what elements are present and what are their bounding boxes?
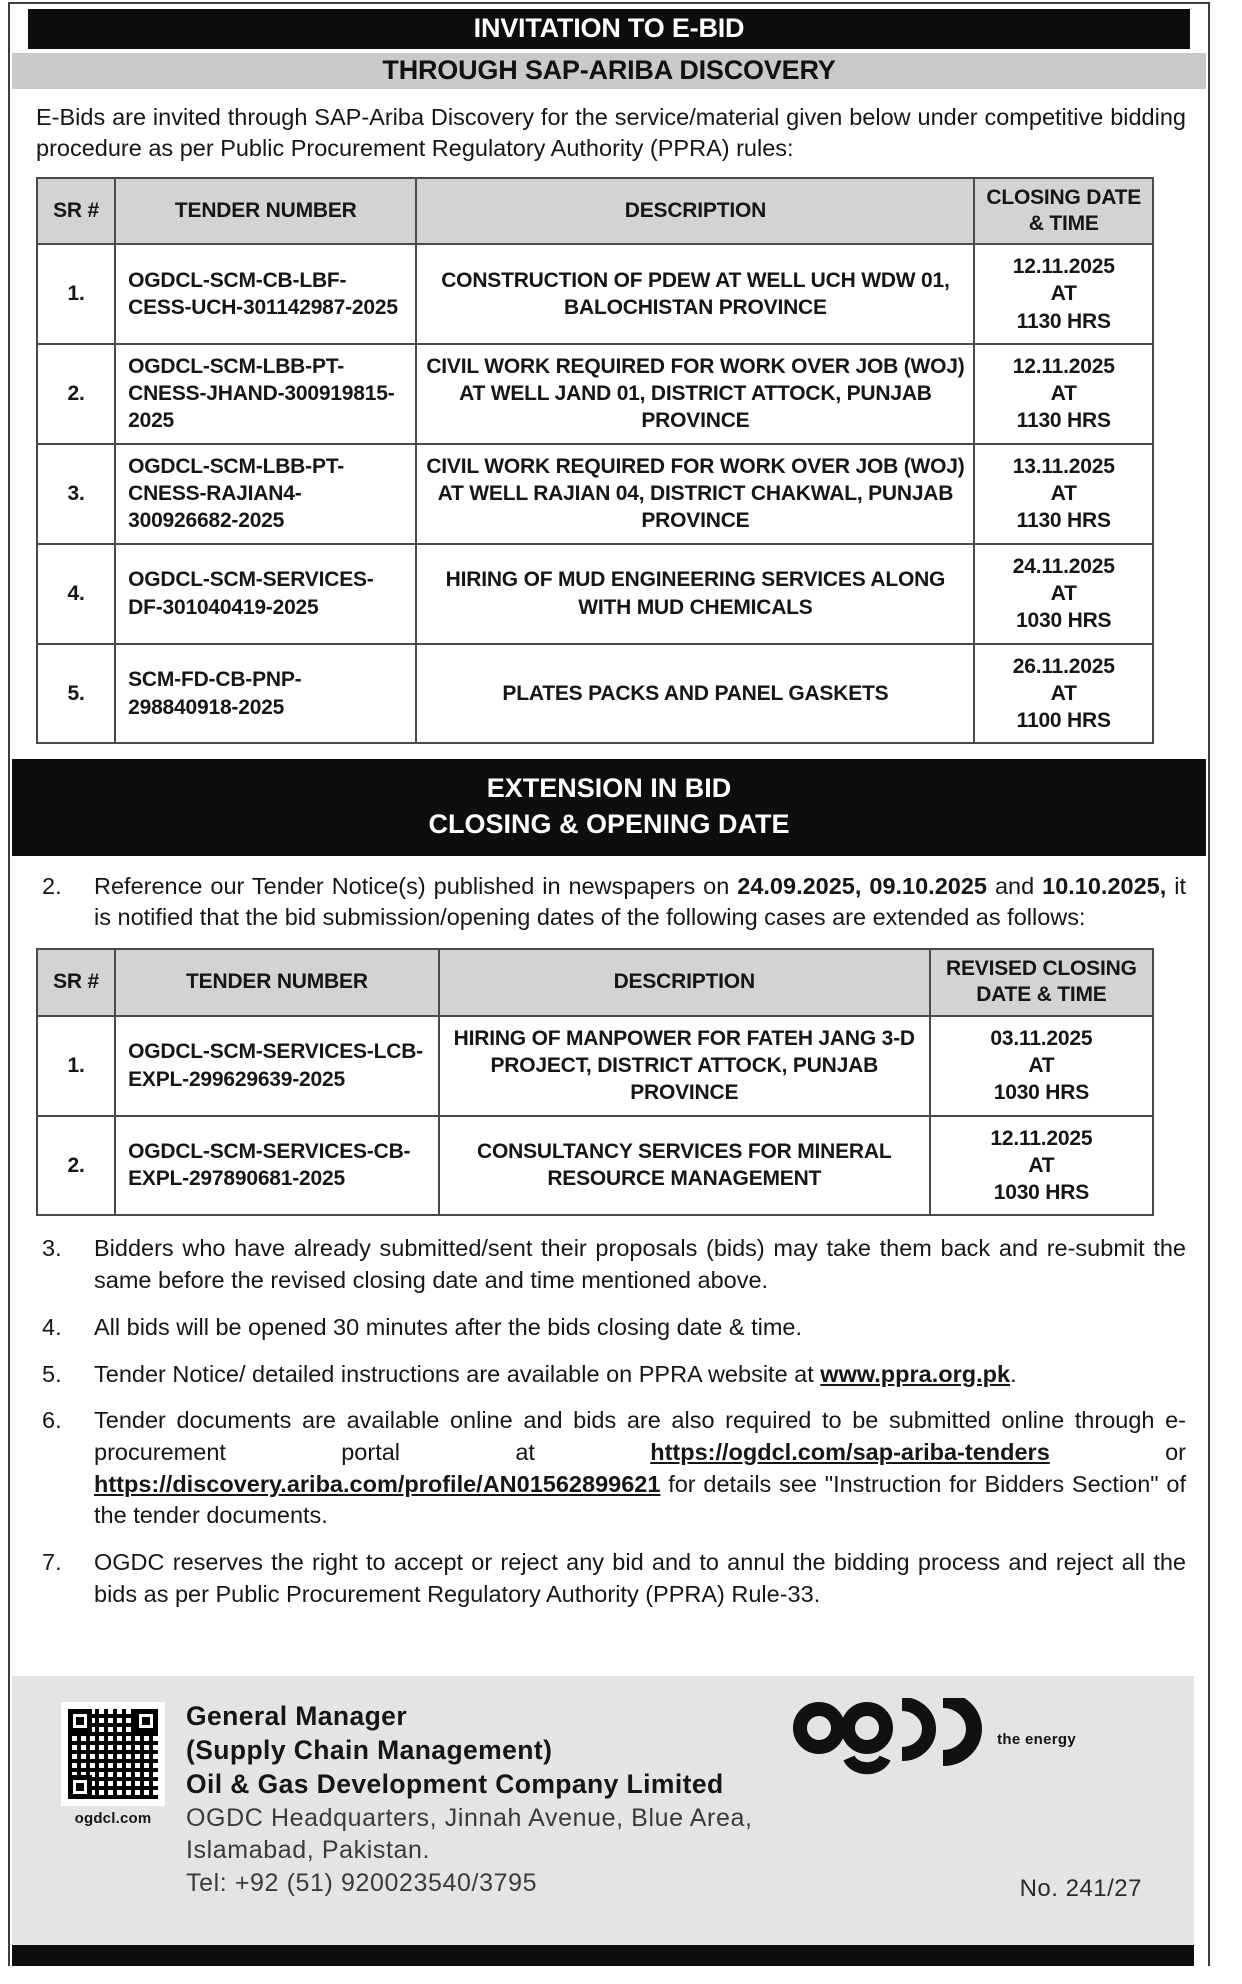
note-6 — [42, 1405, 1186, 1532]
closing-date: 13.11.2025 — [1012, 454, 1115, 478]
note-text: Tender Notice/ detailed instructions are available on PPRA website at — [94, 1360, 821, 1387]
closing-time: 1030 HRS — [1016, 609, 1112, 633]
note-text: it is notified that the bid submission/opening dates of the following cases are extended as follows: — [94, 872, 1186, 931]
description-cell: PLATES PACKS AND PANEL GASKETS — [416, 644, 974, 744]
intro-paragraph: E-Bids are invited through SAP-Ariba Discovery for the service/material given below under competitive bidding procedure as per Public Procurement Regulatory Authority (PPRA) rules: — [36, 104, 1186, 162]
closing-date: 12.11.2025 — [1012, 354, 1115, 378]
closing-date-cell — [974, 644, 1153, 744]
sr-cell: 2. — [37, 344, 115, 444]
description-cell: CONSULTANCY SERVICES FOR MINERAL RESOURCE MANAGEMENT — [439, 1116, 930, 1216]
extension-header-line2: CLOSING & OPENING DATE — [428, 809, 790, 840]
closing-at: AT — [1028, 1153, 1055, 1177]
table-row — [37, 344, 1153, 444]
tender-number-cell: OGDCL-SCM-CB-LBF-CESS-UCH-301142987-2025 — [115, 244, 416, 344]
qr-finder-icon — [68, 1775, 92, 1799]
footer-panel — [12, 1676, 1194, 1945]
signatory-department: (Supply Chain Management) — [186, 1734, 553, 1765]
publish-date: 10.10.2025, — [1042, 872, 1167, 899]
closing-date-cell — [974, 344, 1153, 444]
description-cell: CONSTRUCTION OF PDEW AT WELL UCH WDW 01, BALOCHISTAN PROVINCE — [416, 244, 974, 344]
tender-number-cell: OGDCL-SCM-LBB-PT-CNESS-JHAND-300919815-2025 — [115, 344, 416, 444]
description-cell: HIRING OF MANPOWER FOR FATEH JANG 3-D PROJECT, DISTRICT ATTOCK, PUNJAB PROVINCE — [439, 1016, 930, 1116]
phone-number: Tel: +92 (51) 920023540/3795 — [186, 1868, 538, 1897]
closing-time: 1030 HRS — [993, 1081, 1090, 1105]
table2-header-row — [37, 949, 1153, 1016]
extension-table — [36, 948, 1154, 1216]
closing-date-cell — [974, 244, 1153, 344]
extension-header — [12, 759, 1206, 855]
closing-at: AT — [1050, 482, 1077, 506]
sr-cell: 1. — [37, 244, 115, 344]
table1-col-tender-number: TENDER NUMBER — [115, 178, 416, 245]
tender-number-cell: SCM-FD-CB-PNP-298840918-2025 — [115, 644, 416, 744]
ppra-website-link[interactable]: www.ppra.org.pk — [820, 1360, 1011, 1387]
qr-caption: ogdcl.com — [74, 1809, 152, 1827]
table1-header-row — [37, 178, 1153, 245]
note-number: 3. — [42, 1235, 62, 1262]
title-sap-ariba: THROUGH SAP-ARIBA DISCOVERY — [382, 55, 836, 85]
description-cell: CIVIL WORK REQUIRED FOR WORK OVER JOB (WOJ) AT WELL JAND 01, DISTRICT ATTOCK, PUNJAB PROVINCE — [416, 344, 974, 444]
ogdc-logo-icon — [793, 1698, 989, 1782]
qr-code-icon — [61, 1702, 165, 1806]
sr-cell: 5. — [37, 644, 115, 744]
closing-date: 12.11.2025 — [990, 1126, 1093, 1150]
note-body — [94, 871, 1186, 934]
closing-date: 12.11.2025 — [1012, 255, 1115, 278]
extension-header-line1: EXTENSION IN BID — [486, 773, 732, 804]
closing-date: 24.11.2025 — [1012, 554, 1115, 578]
closing-time: 1130 HRS — [1016, 409, 1111, 433]
closing-at: AT — [1050, 282, 1077, 306]
table-row — [37, 1116, 1153, 1216]
tender-number-cell: OGDCL-SCM-SERVICES-CB-EXPL-297890681-2025 — [115, 1116, 439, 1216]
title-bar-sap-ariba — [12, 53, 1206, 89]
note-number: 7. — [42, 1549, 62, 1576]
description-cell: CIVIL WORK REQUIRED FOR WORK OVER JOB (WOJ) AT WELL RAJIAN 04, DISTRICT CHAKWAL, PUNJAB PROVINCE — [416, 444, 974, 544]
description-cell: HIRING OF MUD ENGINEERING SERVICES ALONG WITH MUD CHEMICALS — [416, 544, 974, 644]
note-text: and — [986, 872, 1043, 899]
company-name: Oil & Gas Development Company Limited — [186, 1768, 724, 1799]
sr-cell: 2. — [37, 1116, 115, 1216]
tender-number-cell: OGDCL-SCM-SERVICES-LCB-EXPL-299629639-2025 — [115, 1016, 439, 1116]
note-3 — [42, 1233, 1186, 1296]
closing-date-cell — [974, 544, 1153, 644]
tender-number-cell: OGDCL-SCM-SERVICES-DF-301040419-2025 — [115, 544, 416, 644]
signatory-title: General Manager — [186, 1700, 408, 1731]
tender-notice-ad — [8, 2, 1210, 1966]
footer-bottom-bar — [12, 1945, 1194, 1966]
title-bar-invitation — [28, 9, 1190, 49]
table1-col-closing: CLOSING DATE & TIME — [974, 178, 1153, 245]
closing-at: AT — [1050, 382, 1077, 406]
qr-finder-icon — [134, 1709, 158, 1733]
closing-date: 26.11.2025 — [1012, 654, 1115, 678]
publish-dates: 24.09.2025, 09.10.2025 — [737, 872, 987, 899]
table2-col-sr: SR # — [37, 949, 115, 1016]
closing-date: 03.11.2025 — [990, 1026, 1093, 1050]
address-line-1: OGDC Headquarters, Jinnah Avenue, Blue Area, — [186, 1803, 753, 1832]
table-row — [37, 644, 1153, 744]
ebid-tenders-table — [36, 177, 1154, 745]
ogdcl-sap-ariba-link[interactable]: https://ogdcl.com/sap-ariba-tenders — [650, 1439, 1050, 1466]
table2-col-revised-closing: REVISED CLOSING DATE & TIME — [930, 949, 1153, 1016]
sr-cell: 4. — [37, 544, 115, 644]
table-row — [37, 544, 1153, 644]
table-row — [37, 444, 1153, 544]
footer — [12, 1676, 1194, 1966]
sr-cell: 3. — [37, 444, 115, 544]
logo-tagline: the energy — [997, 1731, 1076, 1749]
note-number: 4. — [42, 1313, 62, 1340]
closing-at: AT — [1028, 1053, 1055, 1077]
ogdc-logo — [793, 1698, 1076, 1782]
note-number: 5. — [42, 1360, 62, 1387]
closing-at: AT — [1050, 581, 1077, 605]
note-number: 6. — [42, 1407, 62, 1434]
table2-col-tender-number: TENDER NUMBER — [115, 949, 439, 1016]
note-text: Tender documents are available online and bids are also required to be submitted online through e-procurement portal at — [94, 1407, 1186, 1466]
qr-finder-icon — [68, 1709, 92, 1733]
advertisement-ref-number: No. 241/27 — [1019, 1875, 1142, 1902]
revised-closing-cell — [930, 1116, 1153, 1216]
table1-col-description: DESCRIPTION — [416, 178, 974, 245]
note-2 — [42, 871, 1186, 934]
tender-number-cell: OGDCL-SCM-LBB-PT-CNESS-RAJIAN4-300926682-2025 — [115, 444, 416, 544]
note-body: OGDC reserves the right to accept or reject any bid and to annul the bidding process and reject all the bids as per Public Procurement Regulatory Authority (PPRA) Rule-33. — [94, 1549, 1186, 1607]
table-row — [37, 244, 1153, 344]
closing-at: AT — [1050, 681, 1077, 705]
closing-time: 1130 HRS — [1016, 509, 1111, 533]
note-4 — [42, 1312, 1186, 1344]
closing-time: 1100 HRS — [1016, 709, 1111, 733]
revised-closing-cell — [930, 1016, 1153, 1116]
note-body — [94, 1405, 1186, 1532]
note-7 — [42, 1547, 1186, 1610]
note-body: All bids will be opened 30 minutes after the bids closing date & time. — [94, 1313, 803, 1340]
title-invitation: INVITATION TO E-BID — [473, 13, 745, 43]
note-text: or — [1049, 1439, 1186, 1466]
note-5 — [42, 1359, 1186, 1391]
closing-time: 1130 HRS — [1016, 309, 1111, 333]
table2-col-description: DESCRIPTION — [439, 949, 930, 1016]
closing-time: 1030 HRS — [993, 1181, 1090, 1205]
note-text: Reference our Tender Notice(s) published in newspapers on — [94, 872, 738, 899]
table-row — [37, 1016, 1153, 1116]
note-number: 2. — [42, 872, 62, 899]
qr-block — [58, 1702, 168, 1827]
sr-cell: 1. — [37, 1016, 115, 1116]
closing-date-cell — [974, 444, 1153, 544]
note-body: Bidders who have already submitted/sent their proposals (bids) may take them back and re-submit the same before the revised closing date and time mentioned above. — [94, 1235, 1186, 1294]
table1-col-sr: SR # — [37, 178, 115, 245]
note-body — [94, 1359, 1186, 1391]
note-text: . — [1010, 1360, 1017, 1387]
note-text: for details see "Instruction for Bidders Section" of the tender documents. — [94, 1470, 1186, 1529]
ariba-discovery-profile-link[interactable]: https://discovery.ariba.com/profile/AN01562899621 — [94, 1470, 661, 1497]
address-line-2: Islamabad, Pakistan. — [186, 1836, 431, 1864]
